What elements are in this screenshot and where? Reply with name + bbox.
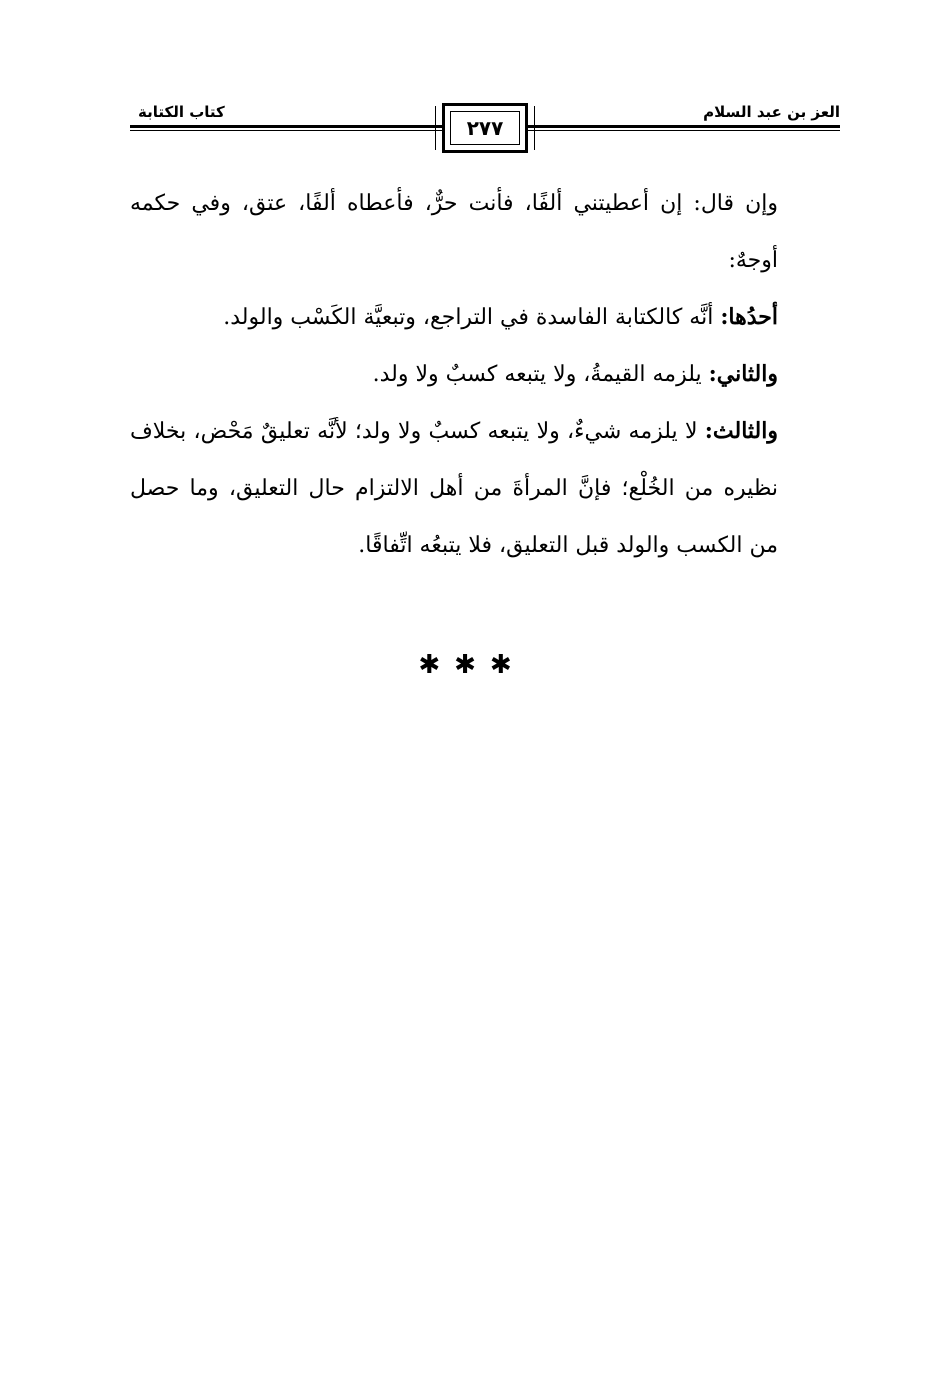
- paragraph-second-view: [130, 346, 840, 403]
- paragraph-text: لا يلزمه شيءٌ، ولا يتبعه كسبٌ ولا ولد؛ لأنَّه تعليقٌ مَحْض، بخلاف نظيره من الخُلْع؛ فإنَّ المرأةَ من أهل الالتزام حال التعليق، وما حصل من الكسب والولد قبل التعليق، فلا يتبعُه اتِّفاقًا.: [130, 419, 778, 558]
- paragraph-text: وإن قال: إن أعطيتني ألفًا، فأنت حرٌّ، فأعطاه ألفًا، عتق، وفي حكمه أوجهٌ:: [130, 191, 778, 273]
- frame-ornament-right: [527, 106, 535, 150]
- page-body: [130, 175, 840, 574]
- frame-ornament-left: [435, 106, 443, 150]
- paragraph-intro: [130, 175, 840, 289]
- page-number-inner-frame: [450, 111, 520, 145]
- page-header: [130, 95, 840, 165]
- section-separator-stars: ✱✱✱: [418, 650, 526, 680]
- page-number-frame: [442, 103, 528, 153]
- paragraph-label: والثاني:: [708, 361, 778, 387]
- chapter-running-title: كتاب الكتابة: [138, 103, 225, 121]
- paragraph-label: أحدُها:: [720, 304, 778, 330]
- page-number: ٢٧٧: [466, 116, 504, 140]
- paragraph-label: والثالث:: [704, 418, 778, 444]
- paragraph-text: يلزمه القيمةُ، ولا يتبعه كسبٌ ولا ولد.: [372, 362, 709, 387]
- paragraph-text: أنَّه كالكتابة الفاسدة في التراجع، وتبعيَّة الكَسْب والولد.: [223, 305, 721, 330]
- author-running-title: العز بن عبد السلام: [703, 103, 840, 121]
- paragraph-third-view: [130, 403, 840, 574]
- paragraph-first-view: [130, 289, 840, 346]
